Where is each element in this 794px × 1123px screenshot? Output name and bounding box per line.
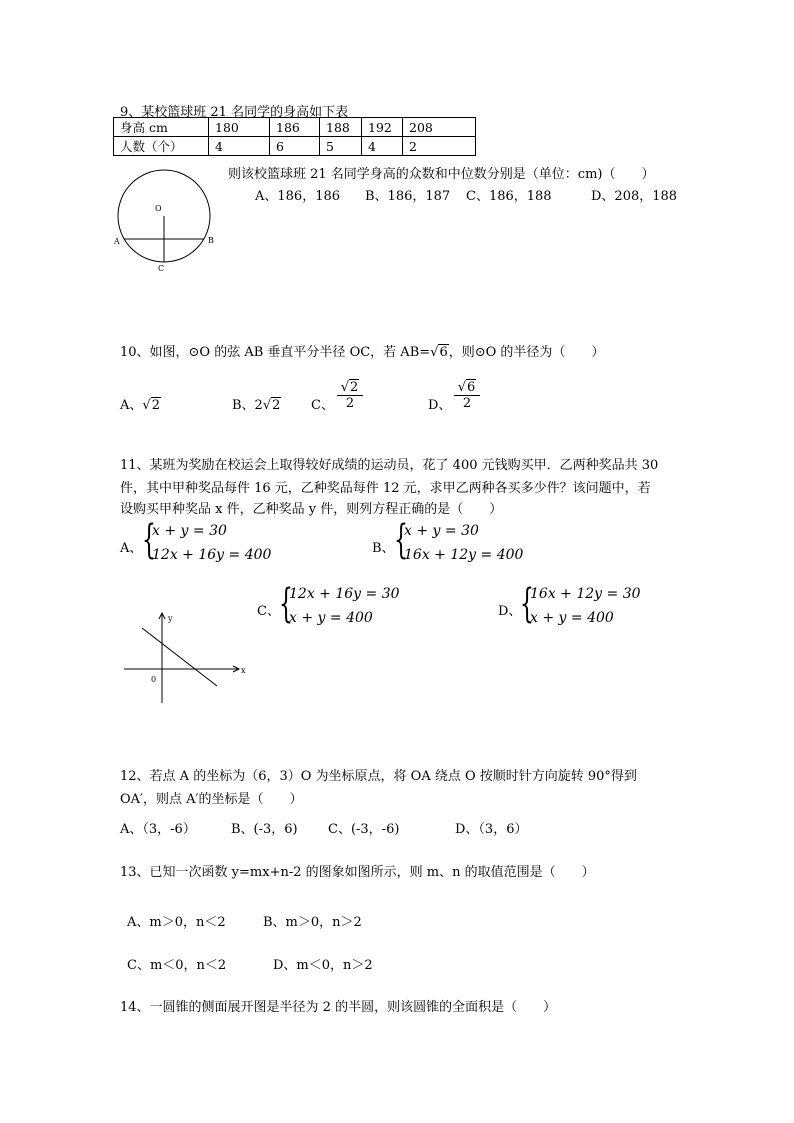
q10-option-c-label: C、: [311, 398, 334, 413]
option-label: A、: [120, 398, 143, 413]
table-cell: 4: [362, 137, 403, 156]
table-cell: 6: [270, 137, 320, 156]
q9-option-d: D、208，188: [591, 189, 678, 204]
brace-icon: {: [142, 517, 156, 563]
q11-option-a-eq2: 12x + 16y = 400: [152, 547, 272, 563]
table-cell: 身高 cm: [114, 118, 209, 137]
table-row: [114, 118, 476, 137]
q13-stem: 13、已知一次函数 y=mx+n-2 的图象如图所示，则 m、n 的取值范围是（ ）: [120, 865, 595, 880]
q10-stem-post: ，则⊙O 的半径为（ ）: [448, 345, 605, 360]
linear-graph: [118, 610, 248, 706]
table-cell: 180: [209, 118, 270, 137]
q11-option-a-label: A、: [120, 541, 143, 556]
table-cell: 192: [362, 118, 403, 137]
q10-stem-pre: 10、如图，⊙O 的弦 AB 垂直平分半径 OC，若 AB=: [120, 345, 431, 360]
fraction-numerator: 6: [467, 380, 476, 395]
label-o: O: [155, 204, 162, 213]
q12-option-a: A、（3，-6）: [120, 822, 196, 837]
q12-option-c: C、(-3，-6): [328, 822, 400, 837]
q11-option-b-eq1: x + y = 30: [404, 523, 479, 539]
q10-option-d-fraction: $\frac{√6}{2}$: [454, 379, 480, 411]
q12-line-2: OA′，则点 A′的坐标是（ ）: [120, 792, 303, 807]
q12-line-1: 12、若点 A 的坐标为（6，3）O 为坐标原点，将 OA 绕点 O 按顺时针方向旋转 90°得到: [120, 769, 637, 784]
brace-icon: {: [279, 581, 293, 627]
table-row: [114, 137, 476, 156]
q11-option-b-label: B、: [372, 541, 395, 556]
table-cell: 186: [270, 118, 320, 137]
table-cell: 188: [320, 118, 362, 137]
q12-option-b: B、(-3，6): [231, 822, 298, 837]
q11-option-d-label: D、: [498, 604, 522, 619]
q12-option-d: D、（3，6）: [455, 822, 528, 837]
q11-option-b-eq2: 16x + 12y = 400: [404, 547, 524, 563]
q11-option-d-eq2: x + y = 400: [530, 610, 614, 626]
table-cell: 4: [209, 137, 270, 156]
height-table: [113, 117, 476, 156]
q13-option-c: C、m＜0，n＜2: [127, 958, 227, 973]
table-cell: 5: [320, 137, 362, 156]
option-root: 2: [151, 398, 160, 413]
table-cell: 人数（个）: [114, 137, 209, 156]
q9-question: 则该校篮球班 21 名同学身高的众数和中位数分别是（单位：cm)（ ）: [228, 167, 655, 182]
circle-figure: [110, 163, 230, 275]
option-root: 2: [272, 398, 281, 413]
option-label: B、2: [232, 398, 263, 413]
brace-icon: {: [520, 581, 534, 627]
fraction-numerator: 2: [350, 380, 359, 395]
graph-label-x: x: [241, 666, 246, 675]
q10-option-c-fraction: $\frac{√2}{2}$: [337, 379, 363, 411]
q9-option-a: A、186，186: [255, 189, 341, 204]
q10-stem: 10、如图，⊙O 的弦 AB 垂直平分半径 OC，若 AB=√6，则⊙O 的半径为（ ）: [120, 345, 605, 360]
q11-line-2: 件，其中甲种奖品每件 16 元，乙种奖品每件 12 元，求甲乙两种各买多少件？该问题中，若: [120, 481, 651, 496]
q11-option-c-label: C、: [257, 604, 280, 619]
table-cell: 2: [403, 137, 476, 156]
label-b: B: [208, 236, 214, 245]
graph-label-y: y: [168, 614, 173, 623]
graph-label-origin: 0: [151, 675, 157, 684]
brace-icon: {: [394, 517, 408, 563]
label-c: C: [158, 264, 165, 273]
label-a: A: [114, 237, 120, 246]
q10-option-a: A、√2: [120, 398, 160, 413]
q10-root: 6: [439, 345, 448, 360]
q9-option-b: B、186，187: [365, 189, 451, 204]
q11-option-a-eq1: x + y = 30: [152, 523, 227, 539]
q13-option-a: A、m＞0，n＜2: [127, 915, 226, 930]
q10-option-d-label: D、: [428, 398, 452, 413]
q11-line-3: 设购买甲种奖品 x 件，乙种奖品 y 件，则列方程正确的是（ ）: [120, 502, 503, 517]
fraction-denominator: 2: [454, 395, 480, 411]
table-cell: 208: [403, 118, 476, 137]
q11-option-c-eq2: x + y = 400: [289, 610, 373, 626]
q11-option-d-eq1: 16x + 12y = 30: [530, 586, 641, 602]
q9-stem: 9、某校篮球班 21 名同学的身高如下表: [120, 105, 349, 120]
q9-option-c: C、186，188: [466, 189, 552, 204]
fraction-denominator: 2: [337, 395, 363, 411]
q11-option-c-eq1: 12x + 16y = 30: [289, 586, 400, 602]
q13-option-d: D、m＜0，n＞2: [273, 958, 373, 973]
q13-option-b: B、m＞0，n＞2: [263, 915, 362, 930]
q14-stem: 14、一圆锥的侧面展开图是半径为 2 的半圆，则该圆锥的全面积是（ ）: [120, 1000, 557, 1015]
q11-line-1: 11、某班为奖励在校运会上取得较好成绩的运动员，花了 400 元钱购买甲．乙两种奖品共 30: [120, 458, 659, 473]
q10-option-b: B、2√2: [232, 398, 281, 413]
